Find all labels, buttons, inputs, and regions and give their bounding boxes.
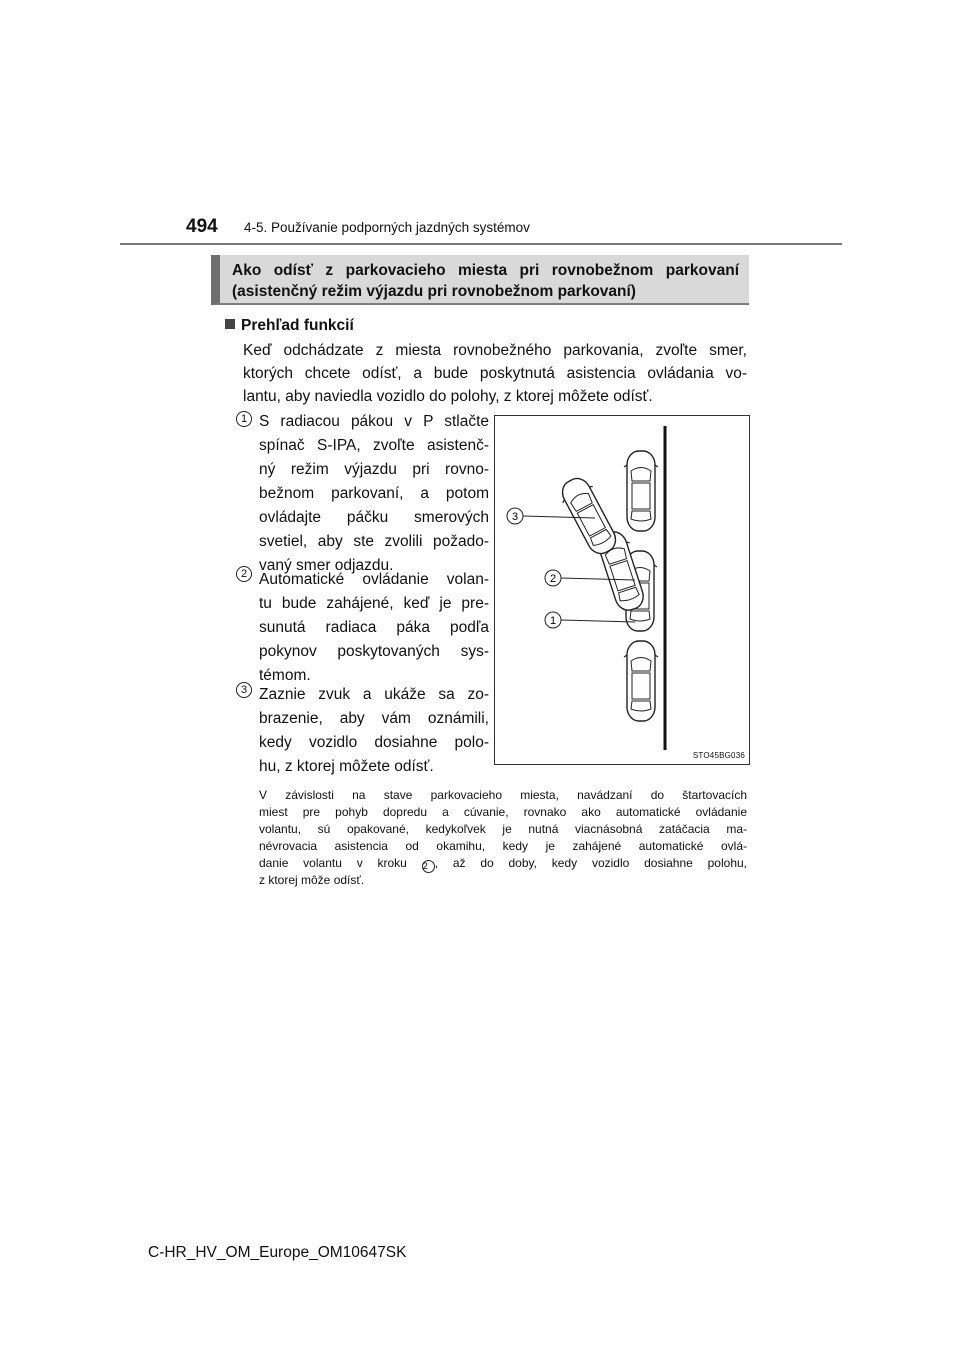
step-3-line: hu, z ktorej môžete odísť. [259,758,434,775]
section-title-line-1: Ako odísť z parkovacieho miesta pri rovnobežnom parkovaní [232,262,739,279]
note-line [259,856,747,873]
subheading-text: Prehľad funkcií [241,317,354,334]
step-2-line: pokynov poskytovaných sys- [259,643,489,660]
footer-document-code: C-HR_HV_OM_Europe_OM10647SK [148,1244,407,1261]
section-title-box [211,255,749,305]
intro-line: Keď odchádzate z miesta rovnobežného parkovania, zvoľte smer, [243,342,747,359]
step-1-line: vaný smer odjazdu. [259,557,394,574]
parking-exit-illustration [494,415,750,765]
running-head: 4-5. Používanie podporných jazdných systémov [244,220,530,235]
step-2-line: tu bude zahájené, keď je pre- [259,595,489,612]
step-1-line: ný režim výjazdu pri rovno- [259,461,489,478]
note-line-5-before: danie volantu v kroku [259,856,407,870]
note-line: V závislosti na stave parkovacieho miesta, navádzaní do štartovacích [259,788,747,802]
parked-car-front [624,451,658,531]
note-line: névrovacia asistencia od okamihu, kedy je zahájené automatické ovlá- [259,839,747,853]
step-reference-2[interactable]: 2 [422,860,435,873]
note-line-5-after: , až do doby, kedy vozidlo dosiahne polohu, [434,856,748,870]
intro-line: ktorých chcete odísť, a bude poskytnutá asistencia ovládania vo- [243,365,747,382]
step-number-2: 2 [236,566,252,582]
figure-code: STO45BG036 [692,751,745,760]
step-1-line: svetiel, aby ste zvolili požado- [259,533,489,550]
callout-label-2: 2 [549,573,557,585]
step-1-line: ovládajte páčku smerových [259,509,489,526]
step-number-3: 3 [236,682,252,698]
parking-diagram [495,416,749,764]
intro-line: lantu, aby naviedla vozidlo do polohy, z ktorej môžete odísť. [243,388,653,405]
step-1-line: S radiacou pákou v P stlačte [259,413,489,430]
step-3-line: Zaznie zvuk a ukáže sa zo- [259,686,489,703]
callout-label-3: 3 [511,511,519,523]
vehicle-position-3 [555,473,623,560]
step-3-line: brazenie, aby vám oznámili, [259,710,489,727]
note-line: z ktorej môže odísť. [259,873,365,887]
callout-line-1 [561,620,635,622]
subheading-marker [225,319,235,329]
page-number: 494 [186,216,218,237]
step-2-line: sunutá radiaca páka podľa [259,619,489,636]
step-number-1: 1 [236,411,252,427]
subheading [225,317,354,335]
step-2-line: Automatické ovládanie volan- [259,571,489,588]
note-line: miest pre pohyb dopredu a cúvanie, rovnako ako automatické ovládanie [259,805,747,819]
section-title-line-2: (asistenčný režim výjazdu pri rovnobežnom parkovaní) [232,283,636,300]
step-1-line: spínač S-IPA, zvoľte asistenč- [259,437,489,454]
header-rule [120,243,842,245]
parked-car-rear [624,641,658,721]
step-3-line: kedy vozidlo dosiahne polo- [259,734,489,751]
note-line: volantu, sú opakované, kedykoľvek je nutná viacnásobná zatáčacia ma- [259,822,747,836]
callout-label-1: 1 [549,615,557,627]
step-2-line: témom. [259,667,311,684]
step-1-line: bežnom parkovaní, a potom [259,485,489,502]
